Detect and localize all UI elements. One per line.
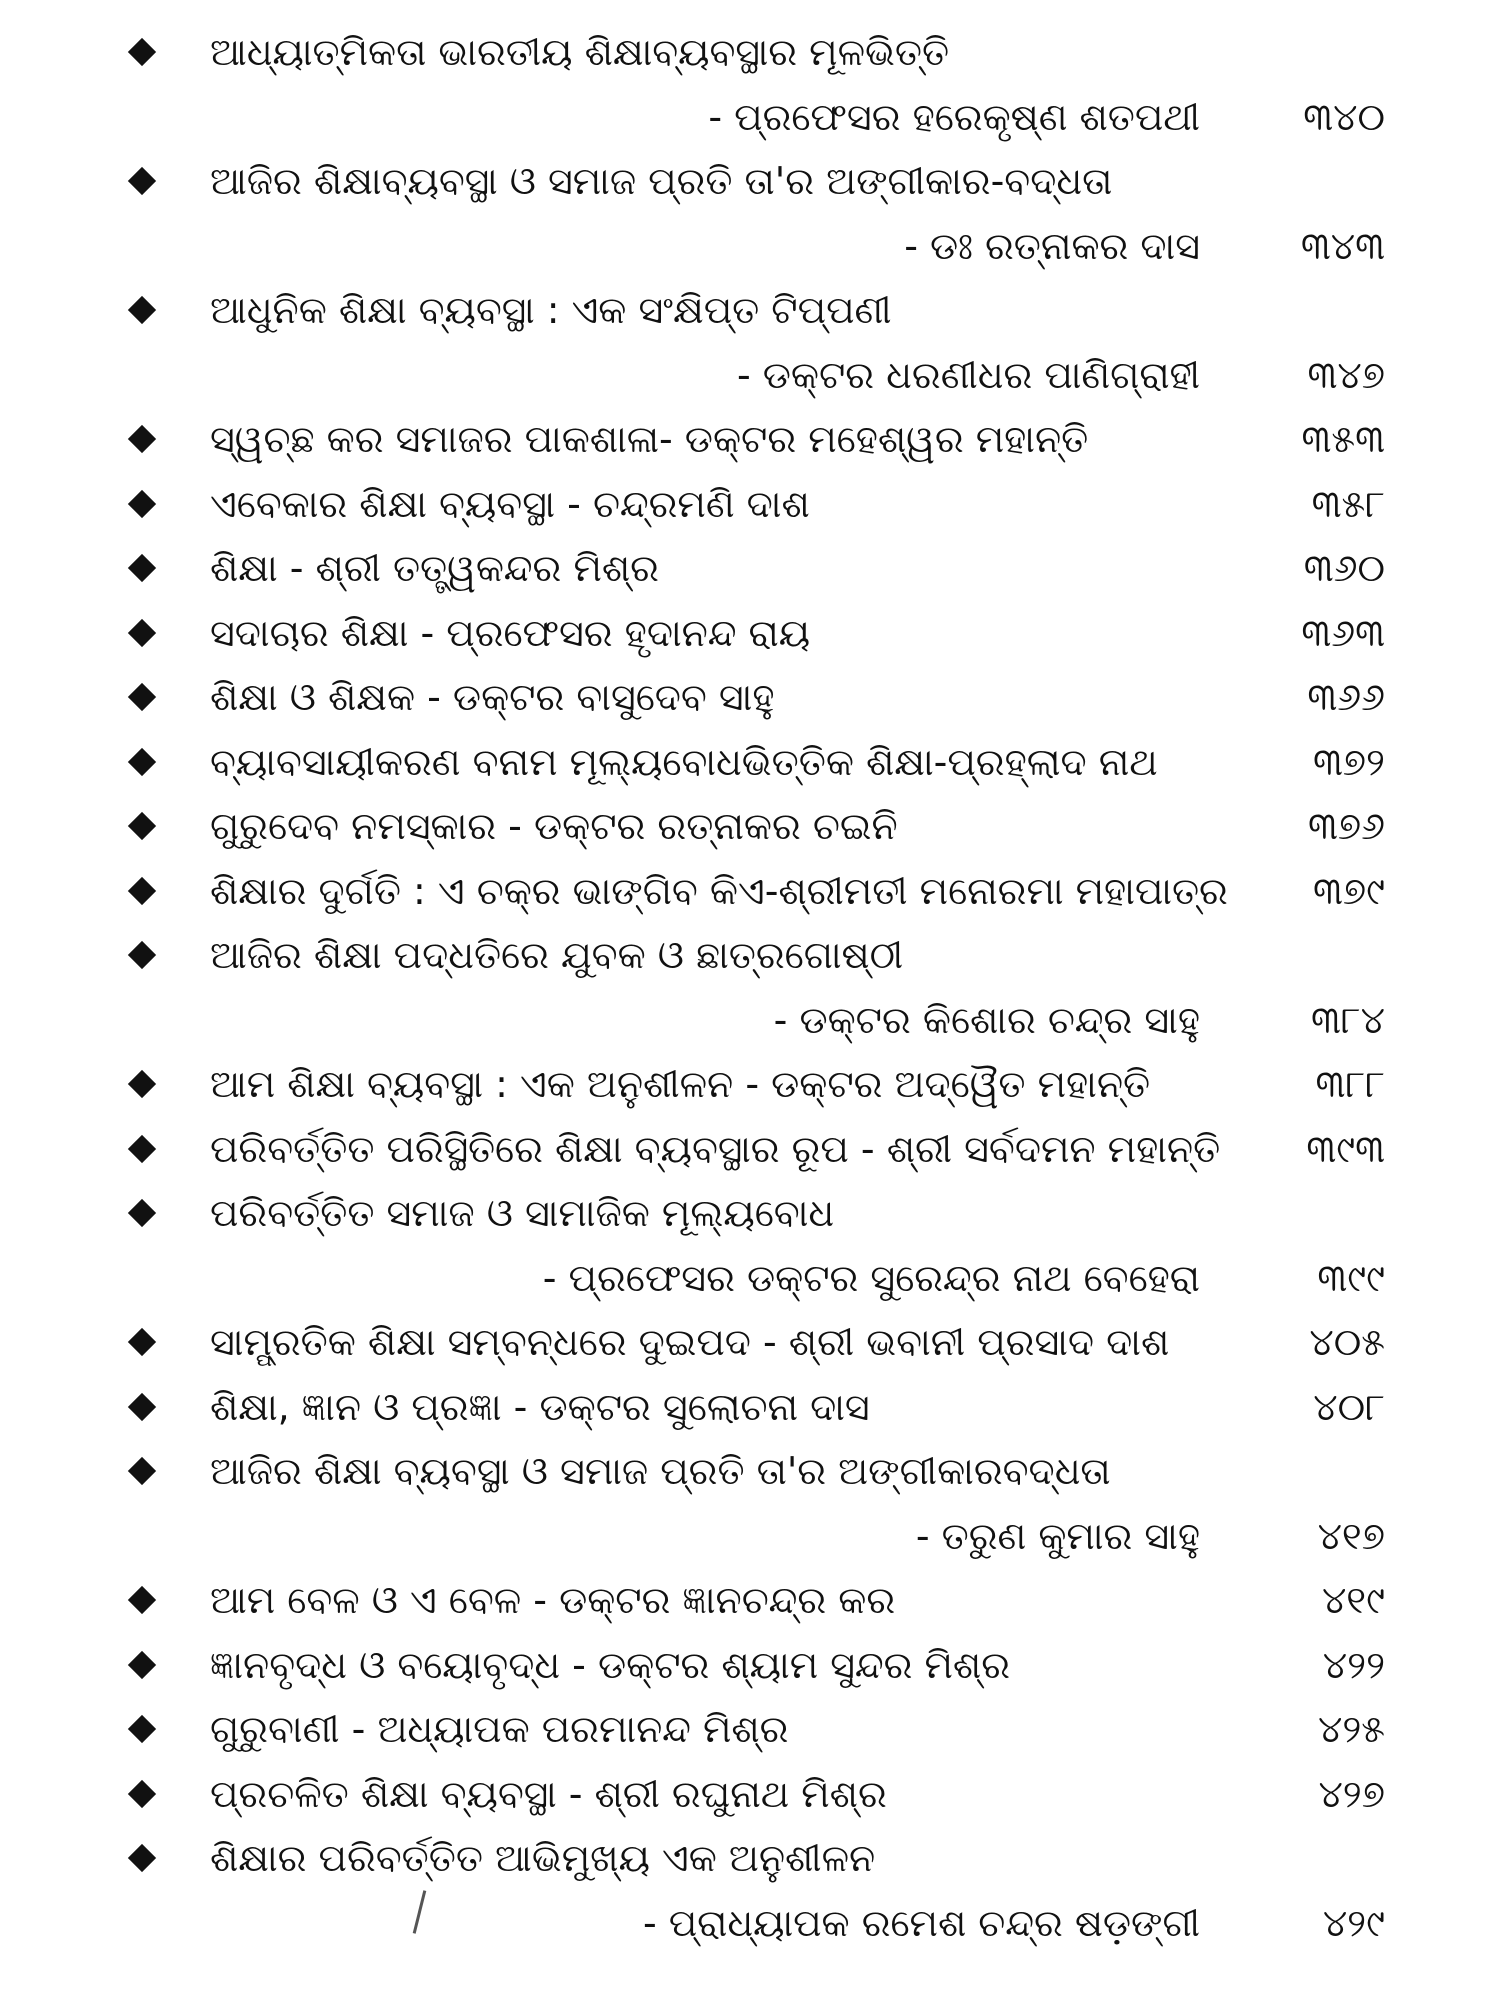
entry-title: ଶିକ୍ଷା, ଜ୍ଞାନ ଓ ପ୍ରଜ୍ଞା - ଡକ୍ଟର ସୁଲୋଚନା ଦାସ: [210, 1384, 870, 1429]
toc-entry: [0, 665, 1500, 729]
entry-page-number: ୩୪୦: [1303, 94, 1385, 139]
entry-title: ବ୍ୟାବସାୟୀକରଣ ବନାମ ମୂଲ୍ୟବୋଧଭିତ୍ତିକ ଶିକ୍ଷା-ପ୍ରହ୍ଲାଦ ନାଥ: [210, 739, 1158, 784]
entry-page-number: ୪୨୭: [1318, 1771, 1385, 1816]
entry-page-number: ୩୬୬: [1307, 675, 1385, 719]
bullet-diamond-icon: [128, 1457, 156, 1485]
entry-author: - ଡଃ ରତ୍ନାକର ଦାସ: [904, 223, 1200, 268]
bullet-diamond-icon: [128, 618, 156, 646]
bullet-diamond-icon: [128, 812, 156, 840]
bullet-diamond-icon: [128, 683, 156, 711]
bullet-diamond-icon: [128, 296, 156, 324]
entry-title: ଶିକ୍ଷାର ଦୁର୍ଗତି : ଏ ଚକ୍ର ଭାଙ୍ଗିବ କିଏ-ଶ୍ରୀମତୀ ମନୋରମା ମହାପାତ୍ର: [210, 868, 1228, 913]
entry-title: ଗୁରୁବାଣୀ - ଅଧ୍ୟାପକ ପରମାନନ୍ଦ ମିଶ୍ର: [210, 1707, 789, 1751]
entry-page-number: ୩୭୨: [1312, 739, 1385, 784]
entry-page-number: ୩୫୮: [1311, 481, 1385, 526]
bullet-diamond-icon: [128, 489, 156, 517]
toc-entry: [0, 1826, 1500, 1890]
bullet-diamond-icon: [128, 1844, 156, 1872]
entry-title: ପରିବର୍ତ୍ତିତ ପରିସ୍ଥିତିରେ ଶିକ୍ଷା ବ୍ୟବସ୍ଥାର ରୂପ - ଶ୍ରୀ ସର୍ବଦମନ ମହାନ୍ତି: [210, 1126, 1221, 1171]
entry-page-number: ୩୭୯: [1312, 868, 1385, 913]
toc-entry: [0, 472, 1500, 536]
entry-title: ଶିକ୍ଷା - ଶ୍ରୀ ତତ୍ତ୍ୱକନ୍ଦର ମିଶ୍ର: [210, 546, 659, 590]
toc-entry: [0, 20, 1500, 84]
bullet-diamond-icon: [128, 167, 156, 195]
entry-page-number: ୪୨୨: [1322, 1642, 1385, 1687]
toc-entry-author-line: [0, 85, 1500, 149]
entry-title: ଆଧୁନିକ ଶିକ୍ଷା ବ୍ୟବସ୍ଥା : ଏକ ସଂକ୍ଷିପ୍ତ ଟିପ୍ପଣୀ: [210, 288, 892, 332]
toc-entry: [0, 1568, 1500, 1632]
bullet-diamond-icon: [128, 1650, 156, 1678]
toc-entry-author-line: [0, 1891, 1500, 1955]
toc-entry: [0, 1697, 1500, 1761]
entry-title: ଆଜିର ଶିକ୍ଷା ପଦ୍ଧତିରେ ଯୁବକ ଓ ଛାତ୍ରଗୋଷ୍ଠୀ: [210, 933, 904, 977]
entry-author: - ତରୁଣ କୁମାର ସାହୁ: [915, 1513, 1200, 1558]
toc-entry: [0, 730, 1500, 794]
entry-author: - ଡକ୍ଟର ଧରଣୀଧର ପାଣିଗ୍ରାହୀ: [736, 352, 1200, 397]
toc-entry: [0, 601, 1500, 665]
toc-entry: [0, 1310, 1500, 1374]
bullet-diamond-icon: [128, 1779, 156, 1807]
bullet-diamond-icon: [128, 876, 156, 904]
entry-page-number: ୩୬୩: [1301, 610, 1385, 655]
entry-page-number: ୪୦୫: [1309, 1320, 1385, 1364]
entry-title: ଏବେକାର ଶିକ୍ଷା ବ୍ୟବସ୍ଥା - ଚନ୍ଦ୍ରମଣି ଦାଶ: [210, 481, 810, 526]
entry-page-number: ୩୮୪: [1310, 997, 1385, 1042]
bullet-diamond-icon: [128, 1070, 156, 1098]
entry-title: ପ୍ରଚଳିତ ଶିକ୍ଷା ବ୍ୟବସ୍ଥା - ଶ୍ରୀ ରଘୁନାଥ ମିଶ୍ର: [210, 1771, 887, 1816]
entry-title: ଆଜିର ଶିକ୍ଷାବ୍ୟବସ୍ଥା ଓ ସମାଜ ପ୍ରତି ତା'ର ଅଙ୍ଗୀକାର-ବଦ୍ଧତା: [210, 159, 1113, 203]
toc-entry: [0, 536, 1500, 600]
entry-title: ସଦାଚାର ଶିକ୍ଷା - ପ୍ରଫେସର ହୃଦାନନ୍ଦ ରାୟ: [210, 610, 811, 655]
entry-page-number: ୩୭୬: [1308, 804, 1385, 848]
bullet-diamond-icon: [128, 1134, 156, 1162]
entry-title: ସ୍ୱଚ୍ଛ କର ସମାଜର ପାକଶାଳା- ଡକ୍ଟର ମହେଶ୍ୱର ମହାନ୍ତି: [210, 417, 1089, 461]
bullet-diamond-icon: [128, 1586, 156, 1614]
toc-entry: [0, 859, 1500, 923]
entry-page-number: ୩୯୯: [1317, 1255, 1385, 1300]
bullet-diamond-icon: [128, 747, 156, 775]
entry-author: - ପ୍ରଫେସର ହରେକୃଷ୍ଣ ଶତପଥୀ: [708, 94, 1200, 139]
entry-page-number: ୩୯୩: [1306, 1126, 1385, 1171]
entry-title: ସାମ୍ପ୍ରତିକ ଶିକ୍ଷା ସମ୍ବନ୍ଧରେ ଦୁଇପଦ - ଶ୍ରୀ ଭବାନୀ ପ୍ରସାଦ ଦାଶ: [210, 1320, 1170, 1364]
entry-title: ପରିବର୍ତ୍ତିତ ସମାଜ ଓ ସାମାଜିକ ମୂଲ୍ୟବୋଧ: [210, 1191, 835, 1235]
entry-page-number: ୪୦୮: [1313, 1384, 1385, 1429]
toc-entry-author-line: [0, 343, 1500, 407]
bullet-diamond-icon: [128, 554, 156, 582]
entry-page-number: ୩୮୮: [1315, 1062, 1385, 1106]
entry-page-number: ୩୪୭: [1307, 352, 1385, 397]
bullet-diamond-icon: [128, 38, 156, 66]
bullet-diamond-icon: [128, 941, 156, 969]
toc-entry: [0, 794, 1500, 858]
toc-entry: [0, 407, 1500, 471]
bullet-diamond-icon: [128, 1199, 156, 1227]
bullet-diamond-icon: [128, 1392, 156, 1420]
entry-title: ଆମ ଶିକ୍ଷା ବ୍ୟବସ୍ଥା : ଏକ ଅନୁଶୀଳନ - ଡକ୍ଟର ଅଦ୍ୱୈତ ମହାନ୍ତି: [210, 1062, 1151, 1106]
toc-entry: [0, 1117, 1500, 1181]
entry-page-number: ୩୪୩: [1300, 223, 1385, 268]
toc-entry: [0, 1633, 1500, 1697]
entry-page-number: ୪୨୫: [1318, 1707, 1385, 1751]
entry-title: ଆଧ୍ୟାତ୍ମିକତା ଭାରତୀୟ ଶିକ୍ଷାବ୍ୟବସ୍ଥାର ମୂଳଭିତ୍ତି: [210, 30, 950, 74]
toc-entry: [0, 923, 1500, 987]
entry-page-number: ୪୨୯: [1322, 1900, 1385, 1945]
entry-page-number: ୩୫୩: [1301, 417, 1385, 461]
entry-title: ଶିକ୍ଷାର ପରିବର୍ତ୍ତିତ ଆଭିମୁଖ୍ୟ ଏକ ଅନୁଶୀଳନ: [210, 1836, 876, 1880]
entry-page-number: ୪୧୭: [1317, 1513, 1385, 1558]
bullet-diamond-icon: [128, 425, 156, 453]
toc-entry-author-line: [0, 988, 1500, 1052]
entry-title: ଶିକ୍ଷା ଓ ଶିକ୍ଷକ - ଡକ୍ଟର ବାସୁଦେବ ସାହୁ: [210, 675, 775, 719]
toc-entry-author-line: [0, 1504, 1500, 1568]
toc-entry: [0, 1052, 1500, 1116]
toc-entry: [0, 1439, 1500, 1503]
toc-entry: [0, 1375, 1500, 1439]
toc-entry: [0, 1181, 1500, 1245]
toc-entry: [0, 1762, 1500, 1826]
entry-author: - ପ୍ରଫେସର ଡକ୍ଟର ସୁରେନ୍ଦ୍ର ନାଥ ବେହେରା: [542, 1255, 1200, 1300]
entry-title: ଗୁରୁଦେବ ନମସ୍କାର - ଡକ୍ଟର ରତ୍ନାକର ଚଇନି: [210, 804, 898, 848]
toc-entry: [0, 278, 1500, 342]
toc-entry-author-line: [0, 214, 1500, 278]
entry-title: ଆଜିର ଶିକ୍ଷା ବ୍ୟବସ୍ଥା ଓ ସମାଜ ପ୍ରତି ତା'ର ଅଙ୍ଗୀକାରବଦ୍ଧତା: [210, 1449, 1111, 1493]
entry-page-number: ୪୧୯: [1321, 1578, 1385, 1622]
bullet-diamond-icon: [128, 1715, 156, 1743]
toc-entry-author-line: [0, 1246, 1500, 1310]
bullet-diamond-icon: [128, 1328, 156, 1356]
entry-author: - ଡକ୍ଟର କିଶୋର ଚନ୍ଦ୍ର ସାହୁ: [773, 997, 1200, 1042]
entry-title: ଜ୍ଞାନବୃଦ୍ଧ ଓ ବୟୋବୃଦ୍ଧ - ଡକ୍ଟର ଶ୍ୟାମ ସୁନ୍ଦର ମିଶ୍ର: [210, 1642, 1011, 1687]
entry-author: - ପ୍ରାଧ୍ୟାପକ ରମେଶ ଚନ୍ଦ୍ର ଷଡ଼ଙ୍ଗୀ: [642, 1900, 1200, 1945]
entry-page-number: ୩୬୦: [1303, 546, 1385, 590]
entry-title: ଆମ ବେଳ ଓ ଏ ବେଳ - ଡକ୍ଟର ଜ୍ଞାନଚନ୍ଦ୍ର କର: [210, 1578, 896, 1622]
toc-entry: [0, 149, 1500, 213]
